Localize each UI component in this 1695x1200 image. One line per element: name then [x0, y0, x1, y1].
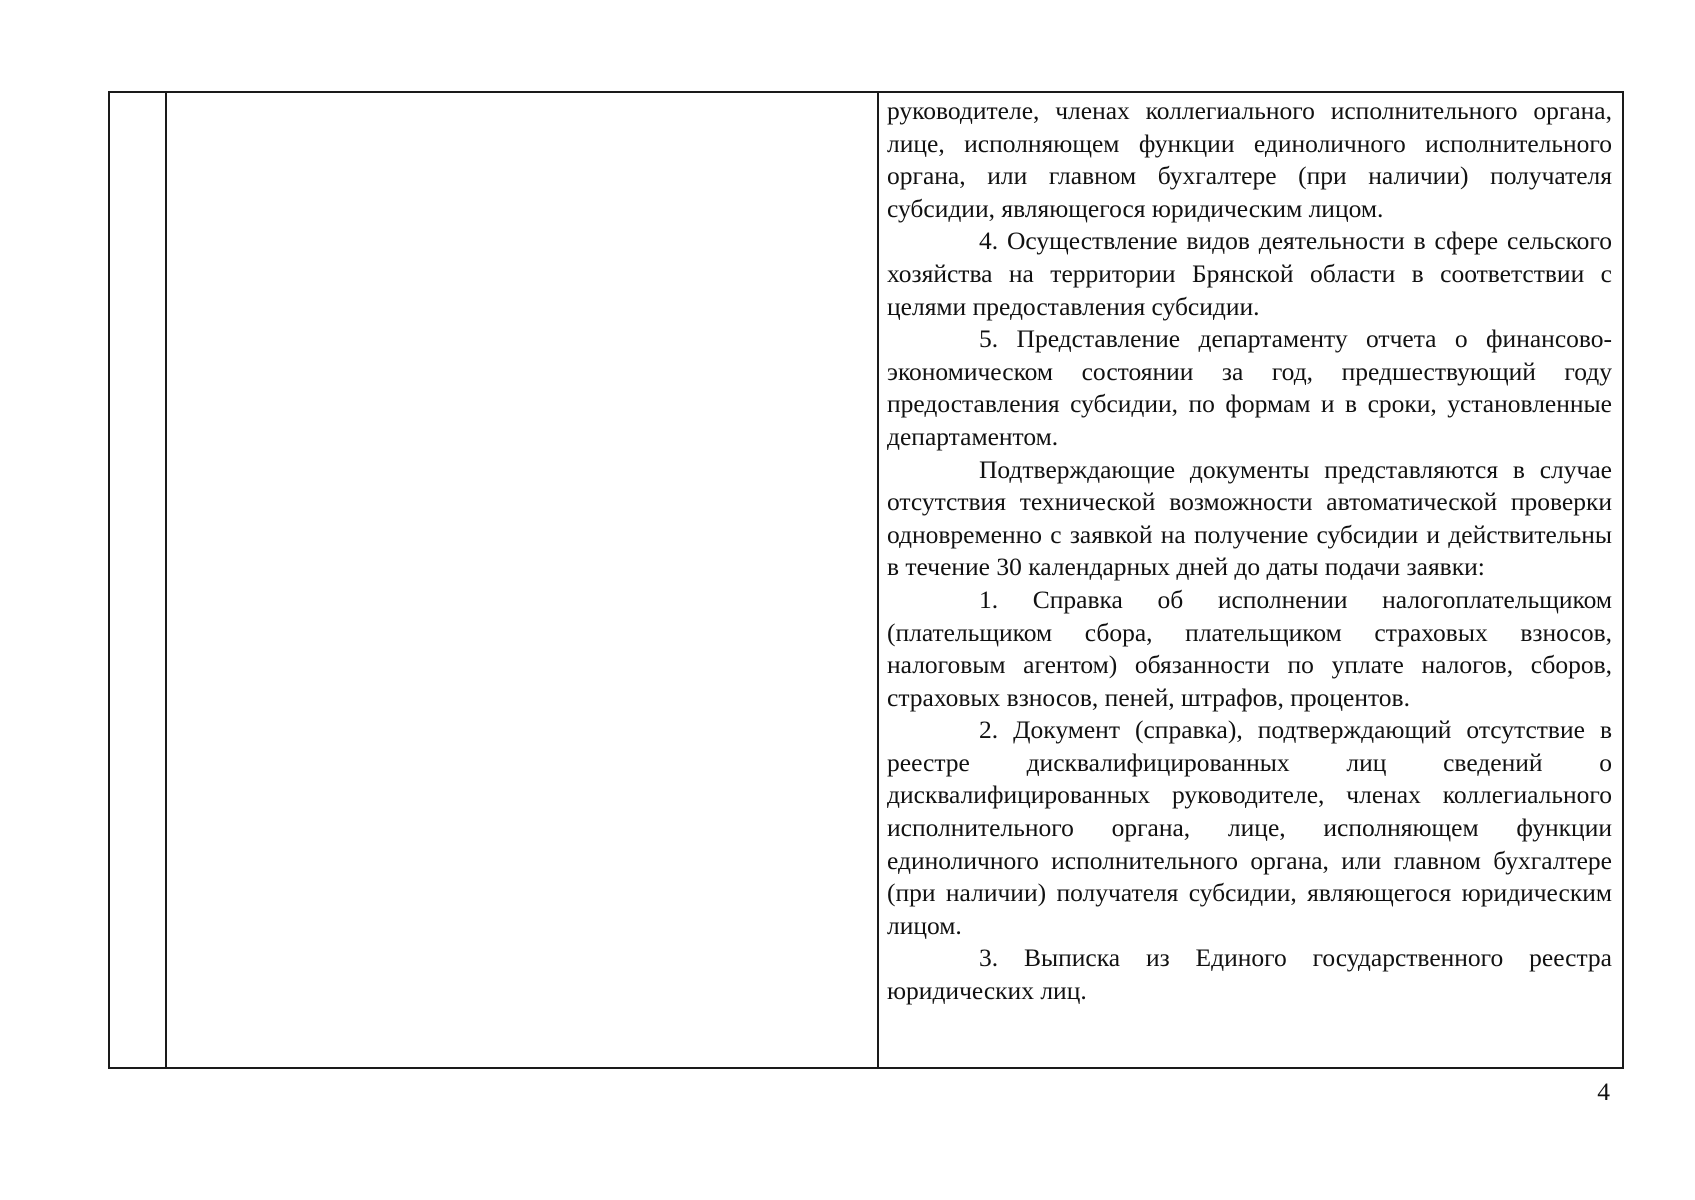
paragraph-item-4-agriculture-activity: 4. Осуществление видов деятельности в сфере сельского хозяйства на территории Брянской области в соответствии с целями предоставления субсидии. [887, 226, 1612, 321]
paragraph-item-5-financial-report: 5. Представление департаменту отчета о финансово-экономическом состоянии за год, предшествующий году предоставления субсидии, по формам и в сроки, установленные департаментом. [887, 324, 1612, 451]
paragraph-executive-info: руководителе, членах коллегиального исполнительного органа, лице, исполняющем функции единоличного исполнительного органа, или главном бухгалтере (при наличии) получателя субсидии, являющегося юридическим лицом. [887, 96, 1612, 223]
table-column-divider-content [877, 93, 879, 1067]
paragraph-document-1-tax-certificate: 1. Справка об исполнении налогоплательщиком (плательщиком сбора, плательщиком страховых взносов, налоговым агентом) обязанности по уплате налогов, сборов, страховых взносов, пеней, штрафов, процентов. [887, 584, 1612, 712]
table-column-divider-number [165, 93, 167, 1067]
table-cell-requirements-text [887, 95, 1612, 1008]
paragraph-document-2-disqualification-certificate: 2. Документ (справка), подтверждающий отсутствие в реестре дисквалифицированных лиц сведений о дисквалифицированных руководителе, членах коллегиального исполнительного органа, лице, исполняющем функции единоличного исполнительного органа, или главном бухгалтере (при наличии) получателя субсидии, являющегося юридическим лицом. [887, 715, 1612, 940]
page-number: 4 [1597, 1077, 1610, 1106]
paragraph-document-3-egrul-extract: 3. Выписка из Единого государственного реестра юридических лиц. [887, 943, 1612, 1006]
requirements-table [108, 91, 1624, 1069]
paragraph-supporting-documents: Подтверждающие документы представляются в случае отсутствия технической возможности автоматической проверки одновременно с заявкой на получение субсидии и действительны в течение 30 календарных дней до даты подачи заявки: [887, 454, 1612, 582]
